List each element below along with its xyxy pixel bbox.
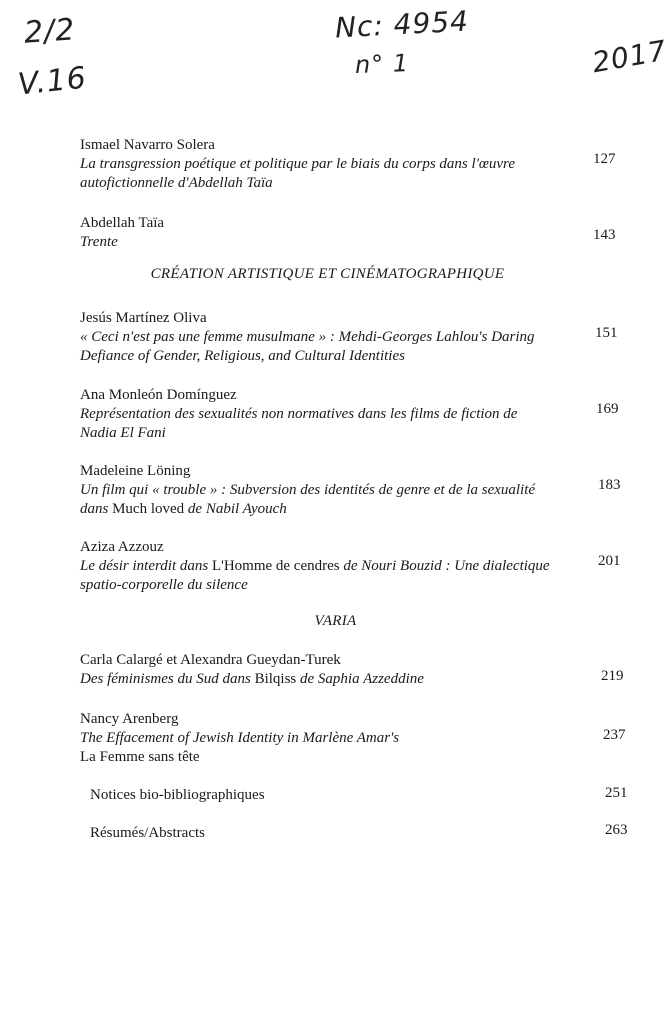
entry-page-number: 183 — [598, 477, 621, 493]
section-heading: CRÉATION ARTISTIQUE ET CINÉMATOGRAPHIQUE — [150, 266, 505, 282]
handwritten-note-v: V.16 — [16, 60, 89, 103]
title-part: Le désir interdit dans — [80, 558, 212, 574]
book-title: Bilqiss — [254, 671, 297, 687]
entry-author: Madeleine Löning — [80, 463, 191, 479]
toc-entry — [80, 214, 640, 252]
entry-title: Représentation des sexualités non normatives dans les films de fiction de Nadia El Fani — [80, 406, 518, 441]
toc-entry — [80, 309, 640, 366]
toc-entry — [80, 538, 640, 595]
entry-title: La transgression poétique et politique par le biais du corps dans l'œuvre autofictionnelle d'Abdellah Taïa — [80, 156, 515, 191]
entry-page-number: 151 — [595, 325, 618, 341]
abstracts-page-number: 263 — [605, 822, 628, 838]
entry-author: Abdellah Taïa — [80, 215, 165, 231]
entry-title: Trente — [80, 234, 118, 250]
entry-page-number: 219 — [601, 668, 624, 684]
title-part: de Nouri Bouzid : Une dialectique spatio-corporelle du silence — [80, 558, 550, 593]
entry-title — [80, 481, 550, 519]
book-title: La Femme sans tête — [80, 749, 200, 765]
entry-page-number: 169 — [596, 401, 619, 417]
entry-title: « Ceci n'est pas une femme musulmane » : Mehdi-Georges Lahlou's Daring Defiance of Gender, Religious, and Cultural Identities — [80, 329, 535, 364]
entry-page-number: 127 — [593, 151, 616, 167]
entry-page-number: 237 — [603, 727, 626, 743]
toc-entry — [80, 462, 640, 519]
entry-author: Ana Monleón Domínguez — [80, 387, 237, 403]
entry-title — [80, 557, 550, 595]
film-title: L'Homme de cendres — [211, 558, 340, 574]
entry-page-number: 201 — [598, 553, 621, 569]
entry-author: Carla Calargé et Alexandra Gueydan-Turek — [80, 652, 341, 668]
entry-author: Ismael Navarro Solera — [80, 137, 215, 153]
toc-entry — [80, 651, 640, 689]
title-part: Des féminismes du Sud dans — [80, 671, 255, 687]
entry-author: Aziza Azzouz — [80, 539, 164, 555]
toc-entry — [80, 136, 640, 193]
entry-title — [80, 670, 550, 689]
title-part: de Nabil Ayouch — [184, 501, 287, 517]
toc-entry — [80, 710, 640, 767]
handwritten-note-year: 2017 — [589, 33, 670, 80]
film-title: Much loved — [112, 501, 185, 517]
handwritten-note-volume: 2/2 — [22, 12, 77, 51]
notices-label: Notices bio-bibliographiques — [90, 787, 265, 803]
notices-page-number: 251 — [605, 785, 628, 801]
entry-author: Nancy Arenberg — [80, 711, 179, 727]
handwritten-note-catalog-number: Nc: 4954 — [334, 4, 470, 45]
abstracts-label: Résumés/Abstracts — [90, 825, 205, 841]
title-part: de Saphia Azzeddine — [296, 671, 424, 687]
entry-author: Jesús Martínez Oliva — [80, 310, 207, 326]
title-part: Un film qui « trouble » : Subversion des identités de genre et de la sexualité dans — [80, 482, 536, 517]
entry-page-number: 143 — [593, 227, 616, 243]
entry-title: The Effacement of Jewish Identity in Marlène Amar's — [80, 730, 400, 746]
handwritten-note-issue: n° 1 — [354, 49, 410, 79]
section-heading: VARIA — [314, 613, 357, 629]
toc-entry — [80, 386, 640, 443]
